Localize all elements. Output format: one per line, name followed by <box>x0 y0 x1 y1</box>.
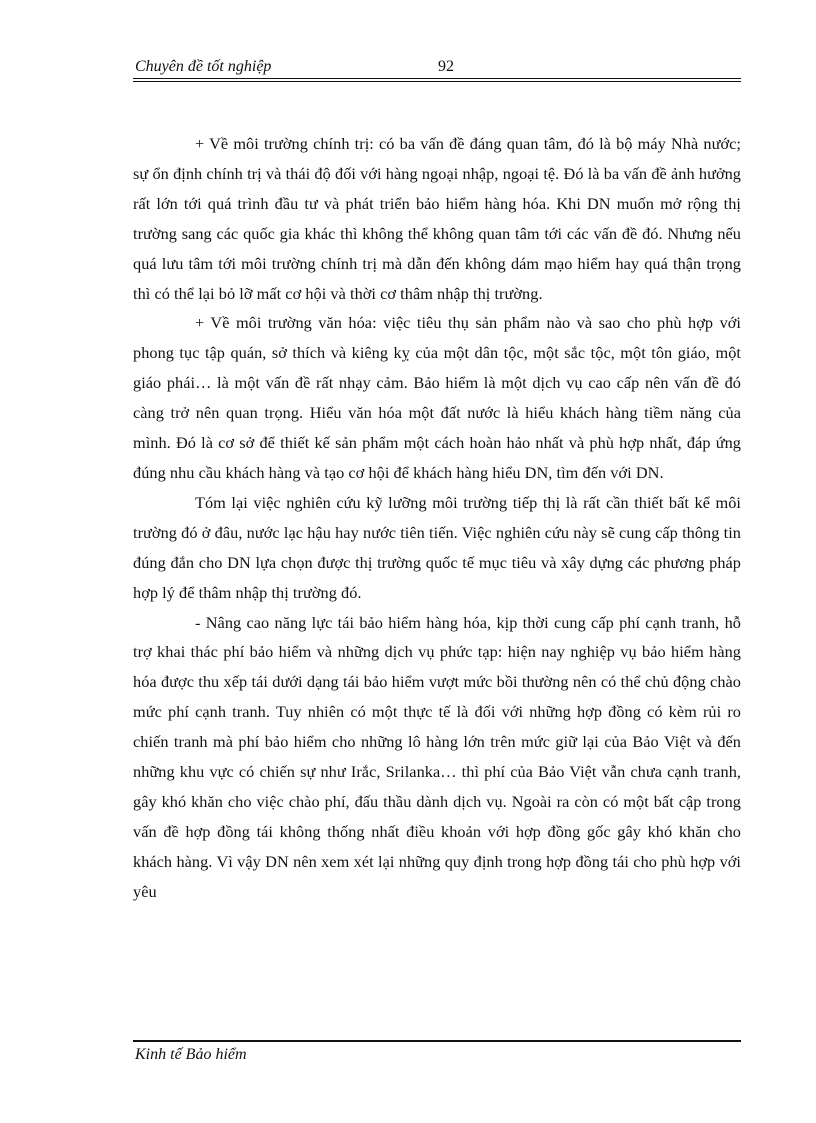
page-header <box>133 56 741 82</box>
footer-text: Kinh tế Bảo hiểm <box>135 1046 247 1063</box>
paragraph-summary: Tóm lại việc nghiên cứu kỹ lưỡng môi trường tiếp thị là rất cần thiết bất kể môi trường đó ở đâu, nước lạc hậu hay nước tiên tiến. Việc nghiên cứu này sẽ cung cấp thông tin đúng đắn cho DN lựa chọn được thị trường quốc tế mục tiêu và xây dựng các phương pháp hợp lý để thâm nhập thị trường đó. <box>133 492 741 602</box>
footer-rule <box>133 1040 741 1042</box>
page-number: 92 <box>438 58 454 75</box>
paragraph-reinsurance: - Nâng cao năng lực tái bảo hiểm hàng hóa, kịp thời cung cấp phí cạnh tranh, hỗ trợ khai thác phí bảo hiểm và những dịch vụ phức tạp: hiện nay nghiệp vụ bảo hiểm hàng hóa được thu xếp tái dưới dạng tái bảo hiểm vượt mức bồi thường nên có thể chủ động chào mức phí cạnh tranh. Tuy nhiên có một thực tế là đối với những hợp đồng có kèm rủi ro chiến tranh mà phí bảo hiểm cho những lô hàng lớn trên mức giữ lại của Bảo Việt và đến những khu vực có chiến sự như Irắc, Srilanka… thì phí của Bảo Việt vẫn chưa cạnh tranh, gây khó khăn cho việc chào phí, đấu thầu dành dịch vụ. Ngoài ra còn có một bất cập trong vấn đề hợp đồng tái không thống nhất điều khoản với hợp đồng gốc gây khó khăn cho khách hàng. Vì vậy DN nên xem xét lại những quy định trong hợp đồng tái cho phù hợp với yêu <box>133 612 741 901</box>
header-rule <box>133 78 741 82</box>
paragraph-cultural-environment: + Về môi trường văn hóa: việc tiêu thụ sản phẩm nào và sao cho phù hợp với phong tục tập quán, sở thích và kiêng kỵ của một dân tộc, một sắc tộc, một tôn giáo, một giáo phái… là một vấn đề rất nhạy cảm. Bảo hiểm là một dịch vụ cao cấp nên vấn đề đó càng trở nên quan trọng. Hiểu văn hóa một đất nước là hiểu khách hàng tiềm năng của mình. Đó là cơ sở để thiết kế sản phẩm một cách hoàn hảo nhất và phù hợp nhất, đáp ứng đúng nhu cầu khách hàng và tạo cơ hội để khách hàng hiểu DN, tìm đến với DN. <box>133 313 741 482</box>
page-footer <box>133 1040 741 1064</box>
header-title: Chuyên đề tốt nghiệp <box>135 58 272 75</box>
body-text <box>133 129 741 907</box>
paragraph-political-environment: + Về môi trường chính trị: có ba vấn đề đáng quan tâm, đó là bộ máy Nhà nước; sự ổn định chính trị và thái độ đối với hàng ngoại nhập, ngoại tệ. Đó là ba vấn đề ảnh hưởng rất lớn tới quá trình đầu tư và phát triển bảo hiểm hàng hóa. Khi DN muốn mở rộng thị trường sang các quốc gia khác thì không thể không quan tâm tới các vấn đề đó. Nhưng nếu quá lưu tâm tới môi trường chính trị mà dẫn đến không dám mạo hiểm hay quá thận trọng thì có thể lại bỏ lỡ mất cơ hội và thời cơ thâm nhập thị trường. <box>133 134 741 303</box>
